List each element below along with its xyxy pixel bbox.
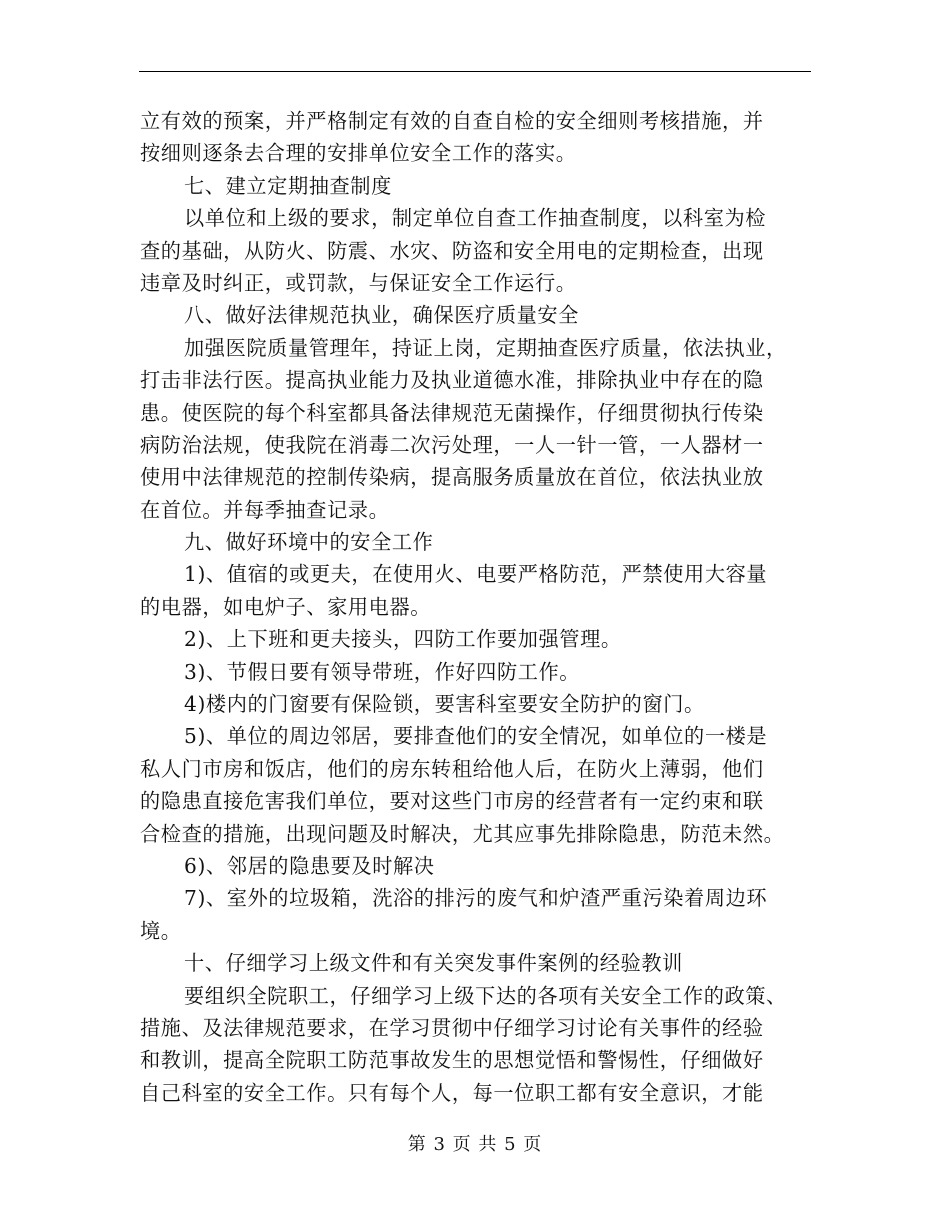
text-line: 加强医院质量管理年，持证上岗，定期抽查医疗质量，依法执业， bbox=[184, 335, 787, 360]
text-line: 八、做好法律规范执业，确保医疗质量安全 bbox=[184, 303, 579, 328]
text-line: 1)、值宿的或更夫，在使用火、电要严格防范，严禁使用大容量 bbox=[184, 562, 768, 587]
text-line: 违章及时纠正，或罚款，与保证安全工作运行。 bbox=[140, 270, 577, 295]
text-line: 和教训，提高全院职工防范事故发生的思想觉悟和警惕性，仔细做好 bbox=[140, 1048, 764, 1073]
text-line: 4)楼内的门窗要有保险锁，要害科室要安全防护的窗门。 bbox=[184, 692, 705, 717]
text-line: 的电器，如电炉子、家用电器。 bbox=[140, 594, 432, 619]
text-line: 七、建立定期抽查制度 bbox=[184, 173, 392, 198]
text-line: 九、做好环境中的安全工作 bbox=[184, 530, 434, 555]
text-line: 病防治法规，使我院在消毒二次污处理，一人一针一管，一人器材一 bbox=[140, 432, 764, 457]
text-line: 打击非法行医。提高执业能力及执业道德水准，排除执业中存在的隐 bbox=[140, 368, 764, 393]
header-rule bbox=[139, 71, 811, 72]
text-line: 私人门市房和饭店，他们的房东转租给他人后，在防火上薄弱，他们 bbox=[140, 756, 764, 781]
text-line: 使用中法律规范的控制传染病，提高服务质量放在首位，依法执业放 bbox=[140, 465, 764, 490]
text-line: 自己科室的安全工作。只有每个人，每一位职工都有安全意识，才能 bbox=[140, 1080, 764, 1105]
text-line: 境。 bbox=[140, 918, 182, 943]
page-number: 第 3 页 共 5 页 bbox=[407, 1134, 543, 1155]
text-line: 合检查的措施，出现问题及时解决，尤其应事先排除隐患，防范未然。 bbox=[140, 821, 785, 846]
text-line: 7)、室外的垃圾箱，洗浴的排污的废气和炉渣严重污染着周边环 bbox=[184, 886, 768, 911]
text-line: 的隐患直接危害我们单位，要对这些门市房的经营者有一定约束和联 bbox=[140, 789, 764, 814]
text-line: 十、仔细学习上级文件和有关突发事件案例的经验教训 bbox=[184, 951, 683, 976]
text-line: 2)、上下班和更夫接头，四防工作要加强管理。 bbox=[184, 627, 622, 652]
text-line: 5)、单位的周边邻居，要排查他们的安全情况，如单位的一楼是 bbox=[184, 724, 768, 749]
text-line: 要组织全院职工，仔细学习上级下达的各项有关安全工作的政策、 bbox=[184, 983, 787, 1008]
text-line: 患。使医院的每个科室都具备法律规范无菌操作，仔细贯彻执行传染 bbox=[140, 400, 764, 425]
text-line: 查的基础，从防火、防震、水灾、防盗和安全用电的定期检查，出现 bbox=[140, 238, 764, 263]
text-line: 以单位和上级的要求，制定单位自查工作抽查制度，以科室为检 bbox=[184, 206, 767, 231]
text-line: 按细则逐条去合理的安排单位安全工作的落实。 bbox=[140, 141, 577, 166]
text-line: 在首位。并每季抽查记录。 bbox=[140, 497, 390, 522]
text-line: 6)、邻居的隐患要及时解决 bbox=[184, 853, 435, 878]
text-line: 措施、及法律规范要求，在学习贯彻中仔细学习讨论有关事件的经验 bbox=[140, 1015, 764, 1040]
document-body bbox=[140, 105, 820, 1109]
text-line: 立有效的预案，并严格制定有效的自查自检的安全细则考核措施，并 bbox=[140, 109, 764, 133]
text-line: 3)、节假日要有领导带班，作好四防工作。 bbox=[184, 659, 581, 684]
